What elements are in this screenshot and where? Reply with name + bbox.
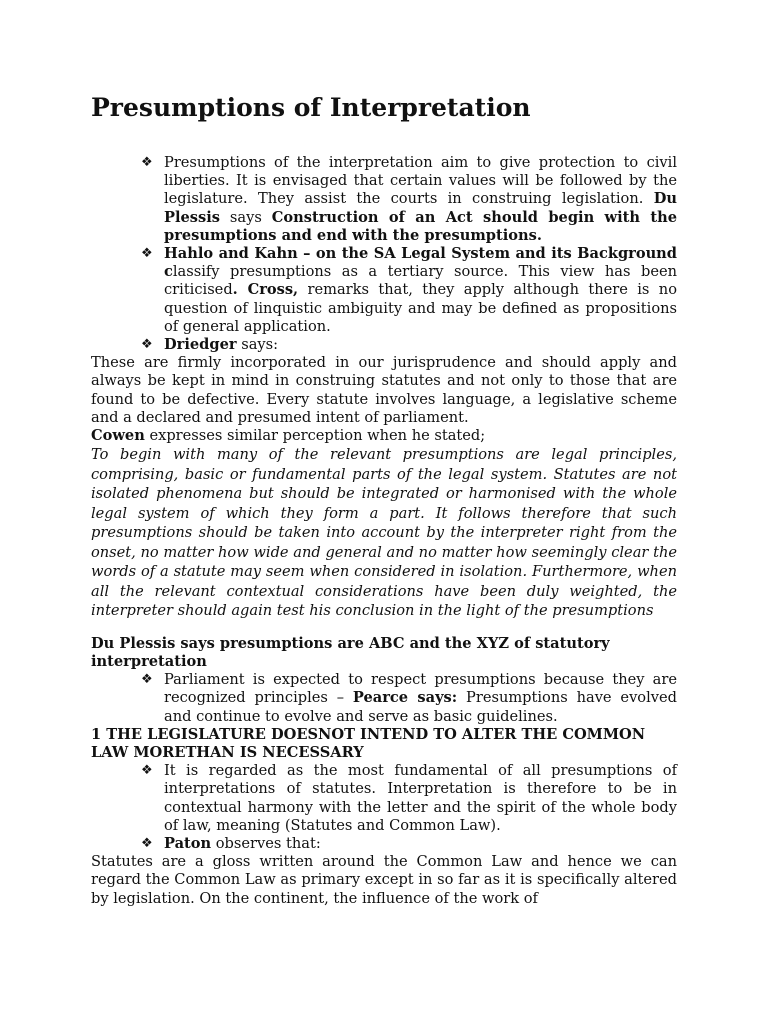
list-item	[141, 154, 678, 245]
diamond-bullet-icon: ❖	[141, 672, 153, 688]
list-item	[141, 245, 677, 336]
text-run: Presumptions of the interpretation aim to give protection to civil liberties. It is envisaged that certain values will be followed by the legislature. They assist the courts in construing legislation.	[164, 154, 677, 208]
author-name: Cowen	[91, 427, 145, 445]
diamond-bullet-icon: ❖	[141, 337, 153, 353]
text-run: It is regarded as the most fundamental of all presumptions of interpretations of statutes. Interpretation is therefore to be in contextual harmony with the letter and the spirit of the whole body of law, meaning (Statutes and Common Law).	[164, 762, 677, 834]
text-run: expresses similar perception when he stated;	[144, 427, 486, 445]
bullet-list-common-law	[91, 762, 677, 853]
author-name: Paton	[164, 834, 212, 852]
list-item	[141, 834, 677, 853]
text-run: says	[220, 208, 272, 226]
author-name: . Cross,	[232, 281, 299, 299]
author-name: Du Plessis	[164, 190, 677, 226]
text-run: remarks that, they apply although there is no question of linquistic ambiguity and may be defined as propositions of general application.	[164, 281, 677, 335]
diamond-bullet-icon: ❖	[141, 763, 153, 779]
text-run: observes that:	[211, 834, 321, 852]
list-item	[141, 671, 677, 726]
list-item	[141, 336, 677, 354]
author-name: Driedger	[164, 336, 237, 354]
text-run: says:	[236, 336, 279, 354]
paragraph-paton: Statutes are a gloss written around the Common Law and hence we can regard the Common Law as primary except in so far as it is specifically altered by legislation. On the continent, the influence of the work of	[91, 853, 677, 907]
bullet-list-parliament	[91, 671, 677, 726]
bold-quote: Construction of an Act should begin with the presumptions and end with the presumptions.	[164, 208, 678, 244]
diamond-bullet-icon: ❖	[141, 155, 153, 170]
heading-du-plessis: Du Plessis says presumptions are ABC and the XYZ of statutory interpretation	[91, 634, 610, 670]
text-run: Parliament is expected to respect presumptions because they are recognized principles –	[164, 671, 677, 707]
paragraph-cowen	[91, 427, 677, 445]
author-name: Pearce says:	[352, 689, 458, 707]
bullet-list-intro	[91, 154, 677, 354]
paragraph-driedger: These are firmly incorporated in our jurisprudence and should apply and always be kept in mind in construing statutes and not only to those that are found to be defective. Every statute involves language, a legislative scheme and a declared and presumed intent of parliament.	[91, 354, 677, 426]
page-title: Presumptions of Interpretation	[91, 93, 531, 122]
list-item	[141, 762, 677, 835]
diamond-bullet-icon: ❖	[141, 246, 153, 262]
text-run: Presumptions have evolved and continue to evolve and serve as basic guidelines.	[164, 689, 677, 725]
document-body	[91, 154, 677, 908]
source-name: Hahlo and Kahn – on the SA Legal System and its Background c	[164, 245, 677, 281]
text-run: lassify presumptions as a tertiary source. This view has been criticised	[164, 263, 677, 299]
heading-common-law: 1 THE LEGISLATURE DOESNOT INTEND TO ALTER THE COMMON LAW MORETHAN IS NECESSARY	[91, 725, 646, 761]
quote-cowen: To begin with many of the relevant presumptions are legal principles, comprising, basic or fundamental parts of the legal system. Statutes are not isolated phenomena but should be integrated or harmonised with the whole legal system of which they form a part. It follows therefore that such presumptions should be taken into account by the interpreter right from the onset, no matter how wide and general and no matter how seemingly clear the words of a statute may seem when considered in isolation. Furthermore, when all the relevant contextual considerations have been duly weighted, the interpreter should again test his conclusion in the light of the presumptions	[91, 446, 677, 620]
diamond-bullet-icon: ❖	[141, 835, 153, 851]
